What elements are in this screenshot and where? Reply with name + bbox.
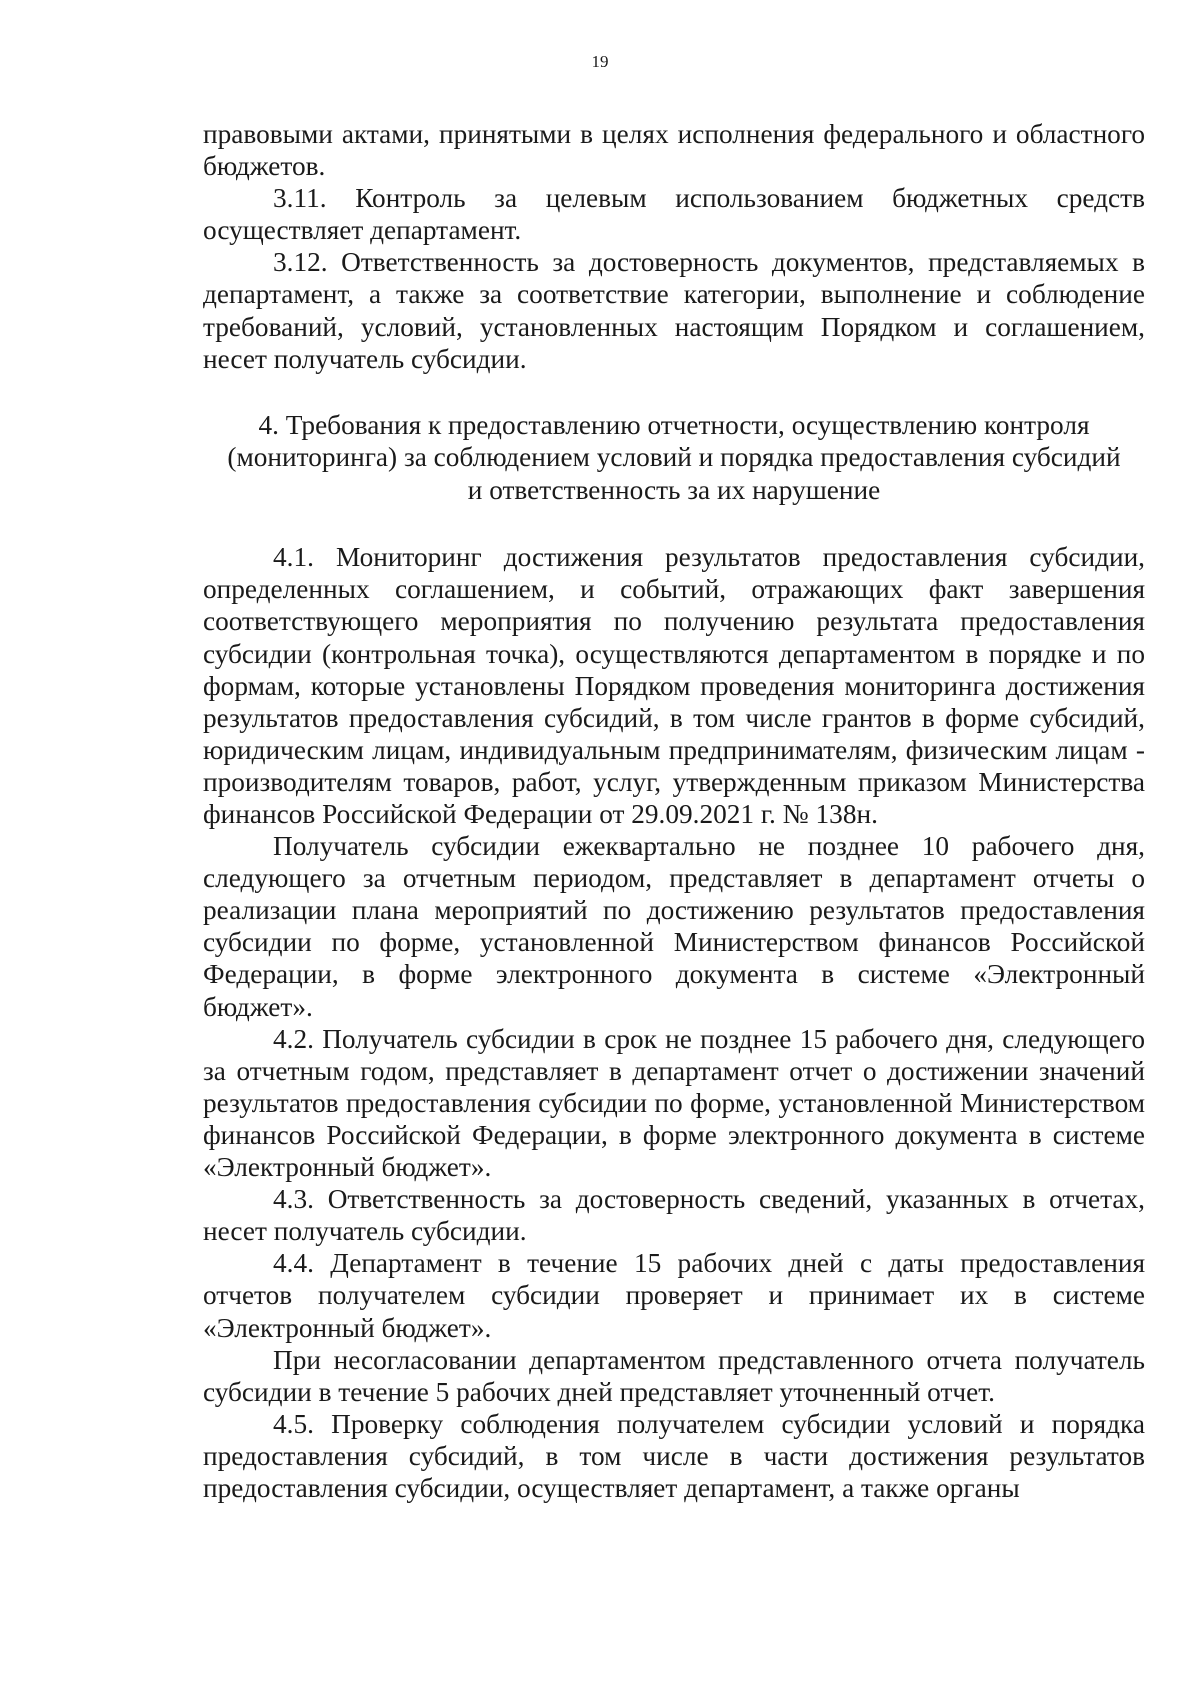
paragraphs-top bbox=[203, 118, 1145, 375]
paragraphs-bottom bbox=[203, 541, 1145, 1504]
paragraph-4-4: 4.4. Департамент в течение 15 рабочих дней с даты предоставления отчетов получателем субсидии проверяет и принимает их в системе «Электронный бюджет». bbox=[203, 1248, 1145, 1343]
paragraph-non-approval: При несогласовании департаментом представленного отчета получатель субсидии в течение 5 рабочих дней представляет уточненный отчет. bbox=[203, 1344, 1145, 1407]
page-number: 19 bbox=[591, 52, 609, 71]
document-body bbox=[203, 118, 1145, 1504]
section-heading-line: и ответственность за их нарушение bbox=[467, 474, 881, 505]
paragraph-quarterly-report: Получатель субсидии ежеквартально не позднее 10 рабочего дня, следующего за отчетным периодом, представляет в департамент отчеты о реализации плана мероприятий по достижению результатов предоставления субсидии по форме, установленной Министерством финансов Российской Федерации, в форме электронного документа в системе «Электронный бюджет». bbox=[203, 831, 1145, 1022]
paragraph-3-12: 3.12. Ответственность за достоверность документов, представляемых в департамент, а также за соответствие категории, выполнение и соблюдение требований, условий, установленных настоящим Порядком и соглашением, несет получатель субсидии. bbox=[203, 247, 1145, 374]
section-heading bbox=[203, 409, 1145, 507]
paragraph-4-5: 4.5. Проверку соблюдения получателем субсидии условий и порядка предоставления субсидий, в том числе в части достижения результатов предоставления субсидии, осуществляет департамент, а также органы bbox=[203, 1408, 1145, 1503]
section-heading-line: 4. Требования к предоставлению отчетности, осуществлению контроля bbox=[258, 409, 1090, 440]
paragraph-4-1: 4.1. Мониторинг достижения результатов предоставления субсидии, определенных соглашением, и событий, отражающих факт завершения соответствующего мероприятия по получению результата предоставления субсидии (контрольная точка), осуществляются департаментом в порядке и по формам, которые установлены Порядком проведения мониторинга достижения результатов предоставления субсидий, в том числе грантов в форме субсидий, юридическим лицам, индивидуальным предпринимателям, физическим лицам - производителям товаров, работ, услуг, утвержденным приказом Министерства финансов Российской Федерации от 29.09.2021 г. № 138н. bbox=[203, 542, 1145, 829]
section-heading-line: (мониторинга) за соблюдением условий и порядка предоставления субсидий bbox=[227, 442, 1121, 473]
paragraph-4-3: 4.3. Ответственность за достоверность сведений, указанных в отчетах, несет получатель субсидии. bbox=[203, 1184, 1145, 1247]
paragraph-4-2: 4.2. Получатель субсидии в срок не позднее 15 рабочего дня, следующего за отчетным годом, представляет в департамент отчет о достижении значений результатов предоставления субсидии по форме, установленной Министерством финансов Российской Федерации, в форме электронного документа в системе «Электронный бюджет». bbox=[203, 1023, 1145, 1183]
paragraph-continuation: правовыми актами, принятыми в целях исполнения федерального и областного бюджетов. bbox=[203, 119, 1145, 182]
paragraph-3-11: 3.11. Контроль за целевым использованием бюджетных средств осуществляет департамент. bbox=[203, 183, 1145, 246]
